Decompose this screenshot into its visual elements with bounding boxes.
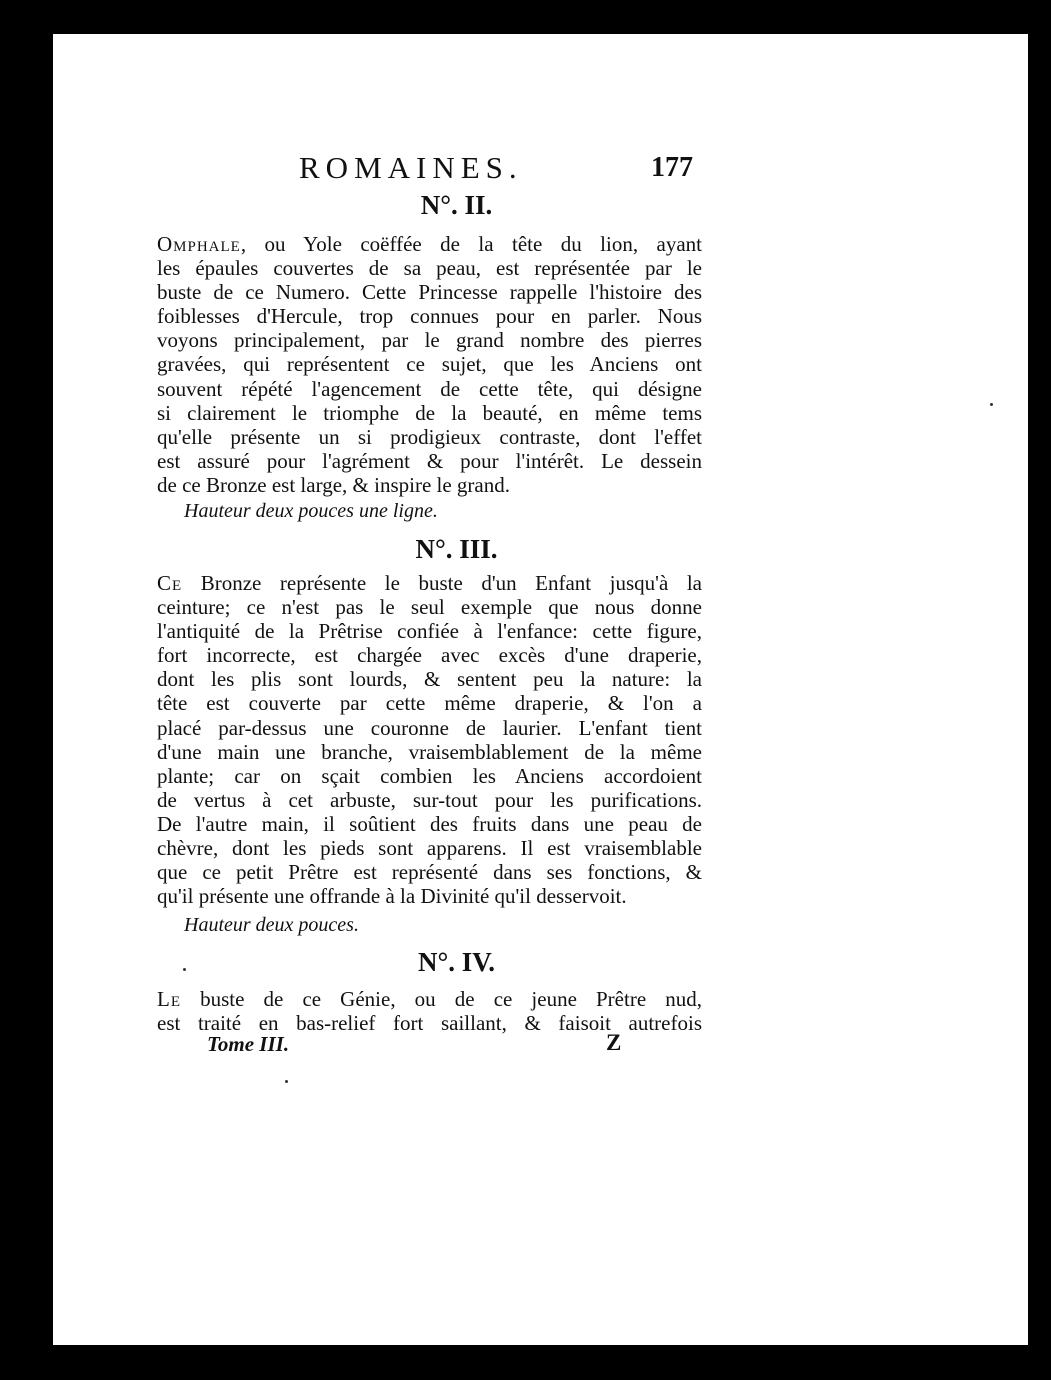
- running-head: [53, 150, 1028, 190]
- dimension-note-3: Hauteur deux pouces.: [184, 914, 359, 936]
- paragraph-line: placé par-dessus une couronne de laurier. L'enfant tient: [157, 715, 702, 740]
- paragraph-line: ceinture; ce n'est pas le seul exemple que nous donne: [157, 595, 702, 620]
- paragraph-line: les épaules couvertes de sa peau, est représentée par le: [157, 256, 702, 281]
- section-heading-4: N°. IV.: [417, 947, 496, 977]
- paragraph-line: si clairement le triomphe de la beauté, en même tems: [157, 400, 702, 425]
- section-paragraph-3: [157, 571, 702, 908]
- paragraph-line: est assuré pour l'agrément & pour l'intérêt. Le dessein: [157, 448, 702, 473]
- paragraph-line: qu'il présente une offrande à la Divinité qu'il desservoit.: [157, 884, 627, 909]
- paragraph-line: plante; car on sçait combien les Anciens accordoient: [157, 763, 702, 788]
- paragraph-line: de vertus à cet arbuste, sur-tout pour les purifications.: [157, 787, 702, 812]
- paragraph-line: l'antiquité de la Prêtrise confiée à l'enfance: cette figure,: [157, 619, 702, 644]
- ink-speck: [183, 968, 186, 971]
- paragraph-line: Omphale, ou Yole coëffée de la tête du lion, ayant: [157, 232, 702, 256]
- section-heading-3: N°. III.: [415, 534, 498, 564]
- dimension-note-2: Hauteur deux pouces une ligne.: [184, 500, 438, 522]
- paragraph-line: Le buste de ce Génie, ou de ce jeune Prêtre nud,: [157, 987, 702, 1011]
- paragraph-line: est traité en bas-relief fort saillant, & faisoit autrefois: [157, 1011, 702, 1036]
- section-paragraph-4: [157, 987, 702, 1035]
- paragraph-line: buste de ce Numero. Cette Princesse rappelle l'histoire des: [157, 280, 702, 305]
- paragraph-line: De l'autre main, il soûtient des fruits dans une peau de: [157, 811, 702, 836]
- volume-label: Tome III.: [207, 1032, 290, 1056]
- paragraph-line: foiblesses d'Hercule, trop connues pour en parler. Nous: [157, 304, 702, 329]
- paragraph-line: voyons principalement, par le grand nombre des pierres: [157, 328, 702, 353]
- signature-mark: Z: [606, 1030, 622, 1055]
- ink-speck: [990, 403, 993, 406]
- opening-word: Le: [157, 987, 181, 1011]
- paragraph-line: dont les plis sont lourds, & sentent peu la nature: la: [157, 667, 702, 692]
- opening-word: Ce: [157, 571, 183, 595]
- paragraph-line: tête est couverte par cette même draperie, & l'on a: [157, 691, 702, 716]
- running-title: ROMAINES.: [299, 150, 523, 185]
- section-heading-2: N°. II.: [420, 190, 493, 220]
- book-page: [53, 34, 1028, 1345]
- page-footer: [53, 1032, 1028, 1062]
- paragraph-line: de ce Bronze est large, & inspire le grand.: [157, 472, 510, 497]
- ink-speck: [285, 1080, 288, 1083]
- paragraph-line: gravées, qui représentent ce sujet, que les Anciens ont: [157, 352, 702, 377]
- paragraph-line: d'une main une branche, vraisemblablement de la même: [157, 739, 702, 764]
- paragraph-line: qu'elle présente un si prodigieux contraste, dont l'effet: [157, 424, 702, 449]
- paragraph-line: souvent répété l'agencement de cette tête, qui désigne: [157, 376, 702, 401]
- paragraph-line: fort incorrecte, est chargée avec excès d'une draperie,: [157, 643, 702, 668]
- section-paragraph-2: [157, 232, 702, 497]
- page-number: 177: [651, 152, 693, 183]
- paragraph-line: que ce petit Prêtre est représenté dans ses fonctions, &: [157, 860, 702, 885]
- paragraph-line: chèvre, dont les pieds sont apparens. Il est vraisemblable: [157, 836, 702, 861]
- paragraph-line: Ce Bronze représente le buste d'un Enfant jusqu'à la: [157, 571, 702, 595]
- opening-word: Omphale: [157, 232, 241, 256]
